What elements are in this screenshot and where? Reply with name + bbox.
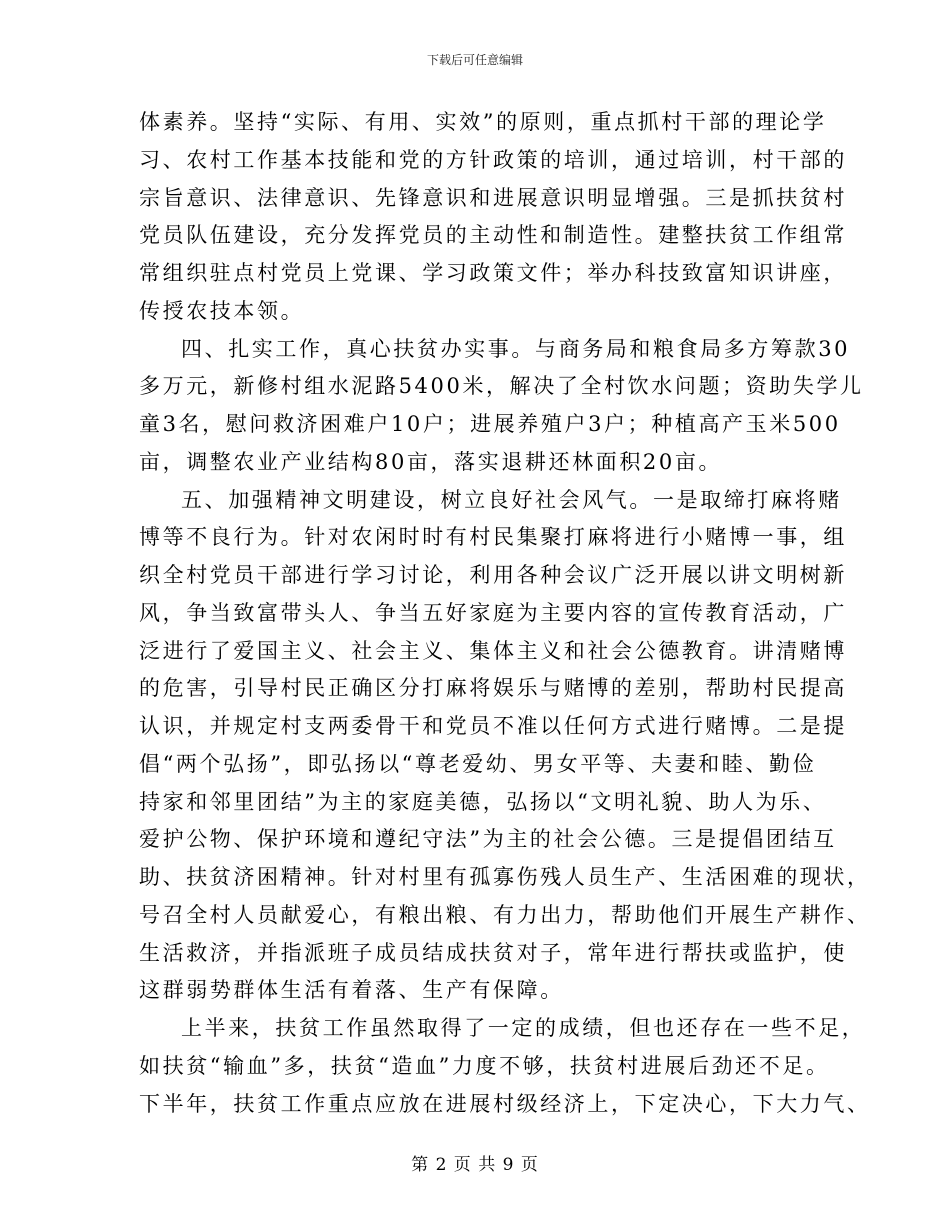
text-line: 持家和邻里团结”为主的家庭美德，弘扬以“文明礼貌、助人为乐、: [139, 789, 827, 814]
page-header: 下载后可任意编辑: [426, 53, 523, 67]
page-number: 第 2 页 共 9 页: [411, 1155, 539, 1175]
text-line: 多万元，新修村组水泥路5400米，解决了全村饮水问题；资助失学儿: [139, 374, 864, 399]
document-body: [139, 104, 871, 1123]
text-line: 博等不良行为。针对农闲时时有村民集聚打麻将进行小赌博一事，组: [139, 525, 847, 550]
text-line: 童3名，慰问救济困难户10户；进展养殖户3户；种植高产玉米500: [139, 412, 841, 436]
paragraph-start-line: 四、扎实工作，真心扶贫办实事。与商务局和粮食局多方筹款30: [181, 336, 851, 361]
paragraph-start-line: 上半来，扶贫工作虽然取得了一定的成绩，但也还存在一些不足，: [181, 1016, 866, 1040]
paragraph-start-line: 五、加强精神文明建设，树立良好社会风气。一是取缔打麻将赌: [181, 487, 842, 512]
text-line: 织全村党员干部进行学习讨论，利用各种会议广泛开展以讲文明树新: [139, 563, 847, 587]
text-line: 风，争当致富带头人、争当五好家庭为主要内容的宣传教育活动，广: [139, 600, 847, 625]
text-line: 这群弱势群体生活有着落、生产有保障。: [139, 978, 564, 1003]
text-line: 体素养。坚持“实际、有用、实效”的原则，重点抓村干部的理论学: [139, 110, 827, 134]
text-line: 爱护公物、保护环境和遵纪守法”为主的社会公德。三是提倡团结互: [139, 827, 837, 852]
text-line: 传授农技本领。: [139, 298, 305, 323]
text-line: 泛进行了爱国主义、社会主义、集体主义和社会公德教育。讲清赌博: [139, 638, 847, 663]
text-line: 下半年，扶贫工作重点应放在进展村级经济上，下定决心，下大力气、: [139, 1091, 871, 1116]
text-line: 号召全村人员献爱心，有粮出粮、有力出力，帮助他们开展生产耕作、: [139, 902, 871, 927]
text-line: 如扶贫“输血”多，扶贫“造血”力度不够，扶贫村进展后劲还不足。: [139, 1053, 830, 1078]
text-line: 宗旨意识、法律意识、先锋意识和进展意识明显增强。三是抓扶贫村: [139, 185, 847, 210]
text-line: 倡“两个弘扬”，即弘扬以“尊老爱幼、男女平等、夫妻和睦、勤俭: [139, 751, 817, 776]
text-line: 亩，调整农业产业结构80亩，落实退耕还林面积20亩。: [139, 449, 723, 474]
text-line: 习、农村工作基本技能和党的方针政策的培训，通过培训，村干部的: [139, 147, 847, 172]
text-line: 常组织驻点村党员上党课、学习政策文件；举办科技致富知识讲座，: [139, 261, 847, 285]
text-line: 的危害，引导村民正确区分打麻将娱乐与赌博的差别，帮助村民提高: [139, 676, 847, 701]
text-line: 助、扶贫济困精神。针对村里有孤寡伤残人员生产、生活困难的现状，: [139, 865, 871, 889]
text-line: 生活救济，并指派班子成员结成扶贫对子，常年进行帮扶或监护，使: [139, 940, 847, 965]
text-line: 党员队伍建设，充分发挥党员的主动性和制造性。建整扶贫工作组常: [139, 223, 847, 248]
text-line: 认识，并规定村支两委骨干和党员不准以任何方式进行赌博。二是提: [139, 714, 847, 738]
